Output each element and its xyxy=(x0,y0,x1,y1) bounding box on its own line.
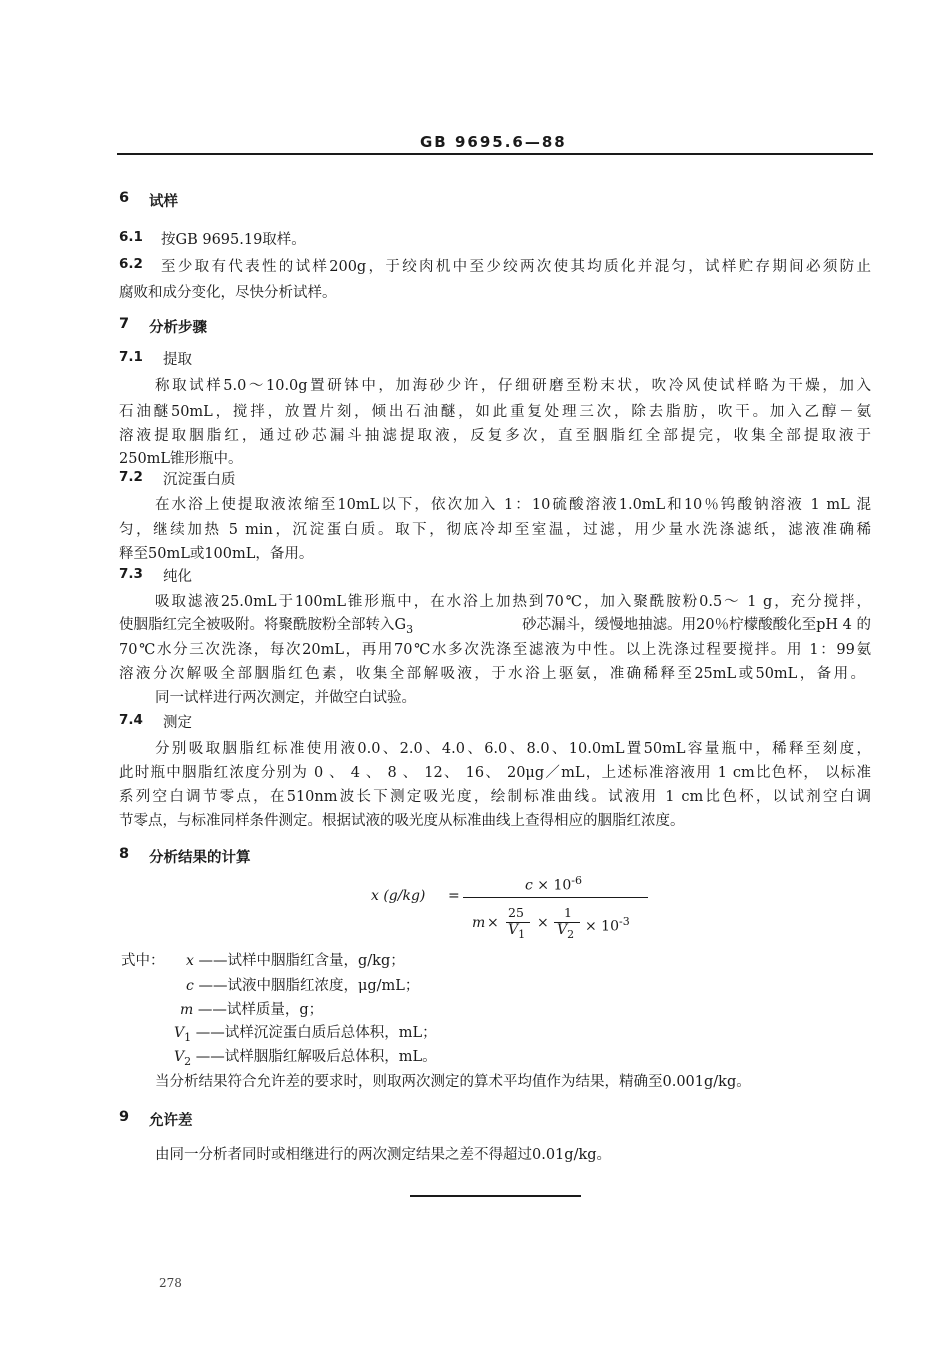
g3-subscript: 3 xyxy=(406,622,414,636)
formula-f2-den-sub: 2 xyxy=(567,927,575,941)
clause-6-2-line-2: 腐败和成分变化，尽快分析试样。 xyxy=(119,285,337,301)
formula-f1-den-sub: 1 xyxy=(518,927,526,941)
section-9-number: 9 xyxy=(119,1109,130,1125)
var-m-symbol: m xyxy=(180,1002,194,1018)
var-v2-sub: 2 xyxy=(184,1054,192,1068)
clause-7-1-line-3: 溶液提取胭脂红，通过砂芯漏斗抽滤提取液，反复多次，直至胭脂红全部提完，收集全部提取液于 xyxy=(119,428,871,444)
formula-main-fraction-bar xyxy=(463,897,648,898)
formula-den-times-3-text: × 10 xyxy=(585,918,619,935)
var-c-symbol: c xyxy=(186,978,194,994)
formula-f1-num: 25 xyxy=(508,905,524,920)
var-v1 xyxy=(174,1021,437,1044)
standard-code: GB 9695.6—88 xyxy=(420,133,567,151)
formula-den-times-1: × xyxy=(487,915,499,931)
clause-7-1-line-1: 称取试样5.0～10.0g置研钵中，加海砂少许，仔细研磨至粉末状，吹冷风使试样略为干燥，加入 xyxy=(155,378,871,394)
clause-6-1-number: 6.1 xyxy=(119,229,143,245)
var-v1-symbol: V xyxy=(174,1025,185,1041)
clause-7-2-title: 沉淀蛋白质 xyxy=(163,472,236,488)
section-8-number: 8 xyxy=(119,846,130,862)
var-c xyxy=(186,974,419,995)
clause-7-3-title: 纯化 xyxy=(163,569,192,585)
clause-6-2-line-1: 至少取有代表性的试样200g，于绞肉机中至少绞两次使其均质化并混匀，试样贮存期间必须防止 xyxy=(161,259,871,275)
var-v2 xyxy=(174,1045,437,1068)
formula-den-times-2: × xyxy=(537,915,549,931)
var-v2-symbol: V xyxy=(174,1049,185,1065)
clause-7-4-line-1: 分别吸取胭脂红标准使用液0.0、2.0、4.0、6.0、8.0、10.0mL置50mL容量瓶中，稀释至刻度， xyxy=(155,741,871,757)
formula-lhs xyxy=(371,888,425,904)
header-rule xyxy=(117,153,873,155)
clause-7-3-number: 7.3 xyxy=(119,566,143,582)
var-v1-desc: ——试样沉淀蛋白质后总体积，mL； xyxy=(195,1025,437,1041)
clause-7-3-line-4: 溶液分次解吸全部胭脂红色素，收集全部解吸液，于水浴上驱氨，准确稀释至25mL或50mL，备用。 xyxy=(119,666,865,682)
clause-7-2-line-1: 在水浴上使提取液浓缩至10mL以下，依次加入 1：10硫酸溶液1.0mL和10％钨酸钠溶液 1 mL 混 xyxy=(155,497,871,513)
where-label: 式中： xyxy=(121,953,165,969)
section-8-title: 分析结果的计算 xyxy=(149,850,251,866)
clause-7-3-line-5: 同一试样进行两次测定，并做空白试验。 xyxy=(155,690,416,706)
section-7-number: 7 xyxy=(119,316,130,332)
clause-7-3-line-2a: 使胭脂红完全被吸附。将聚酰胺粉全部转入G xyxy=(119,617,407,633)
section-7-title: 分析步骤 xyxy=(149,320,207,336)
var-v1-sub: 1 xyxy=(184,1030,192,1044)
formula-f2-den xyxy=(557,922,574,941)
clause-7-1-line-4: 250mL锥形瓶中。 xyxy=(119,451,243,467)
clause-7-4-number: 7.4 xyxy=(119,712,143,728)
formula-num-c: c xyxy=(525,877,533,894)
var-c-desc: ——试液中胭脂红浓度，μg/mL； xyxy=(198,978,420,994)
clause-9-text: 由同一分析者同时或相继进行的两次测定结果之差不得超过0.01g/kg。 xyxy=(155,1147,612,1163)
formula-f2-den-v: V xyxy=(557,922,568,938)
clause-6-2-number: 6.2 xyxy=(119,256,143,272)
formula-numerator xyxy=(525,874,582,894)
formula-den-m-text: m xyxy=(472,915,486,931)
end-rule xyxy=(410,1195,581,1197)
formula-num-times: × 10 xyxy=(537,877,572,894)
clause-7-1-line-2: 石油醚50mL，搅拌，放置片刻，倾出石油醚，如此重复处理三次，除去脂肪，吹干。加入乙醇－氨 xyxy=(119,404,871,420)
clause-7-3-line-3: 70℃水分三次洗涤，每次20mL，再用70℃水多次洗涤至滤液为中性。以上洗涤过程要搅拌。用 1：99氨 xyxy=(119,642,872,658)
formula-f1-den xyxy=(508,922,525,941)
var-x-desc: ——试样中胭脂红含量，g/kg； xyxy=(198,953,405,969)
var-m xyxy=(180,998,323,1019)
clause-7-3-line-2 xyxy=(119,613,871,636)
formula-lhs-text: x (g/kg) xyxy=(371,888,426,904)
clause-7-1-number: 7.1 xyxy=(119,349,143,365)
section-6-title: 试样 xyxy=(149,194,178,210)
formula-den-exp: -3 xyxy=(619,915,630,928)
var-x-symbol: x xyxy=(186,953,194,969)
page-number: 278 xyxy=(159,1276,182,1290)
conclusion-text: 当分析结果符合允许差的要求时，则取两次测定的算术平均值作为结果，精确至0.001g/kg。 xyxy=(155,1074,751,1090)
var-x xyxy=(186,949,405,970)
var-v2-desc: ——试样胭脂红解吸后总体积，mL。 xyxy=(195,1049,437,1065)
clause-7-4-line-4: 节零点，与标准同样条件测定。根据试液的吸光度从标准曲线上查得相应的胭脂红浓度。 xyxy=(119,813,685,829)
var-m-desc: ——试样质量，g； xyxy=(197,1002,324,1018)
clause-7-3-line-2b: 砂芯漏斗，缓慢地抽滤。用20％柠檬酸酸化至pH 4 的 xyxy=(522,617,871,633)
clause-7-4-line-2: 此时瓶中胭脂红浓度分别为 0 、 4 、 8 、 12、 16、 20μg／mL，上述标准溶液用 1 cm比色杯， 以标准 xyxy=(119,765,871,781)
clause-7-2-line-3: 释至50mL或100mL，备用。 xyxy=(119,546,314,562)
clause-6-1-text: 按GB 9695.19取样。 xyxy=(161,232,306,248)
clause-7-2-number: 7.2 xyxy=(119,469,143,485)
formula-equals: = xyxy=(448,888,460,904)
formula-f2-num: 1 xyxy=(564,905,572,920)
formula-f1-den-v: V xyxy=(508,922,519,938)
formula-num-exp: -6 xyxy=(571,874,583,887)
clause-7-3-line-1: 吸取滤液25.0mL于100mL锥形瓶中，在水浴上加热到70℃，加入聚酰胺粉0.5～ 1 g，充分搅拌， xyxy=(155,594,871,610)
formula-den-times-3 xyxy=(585,915,630,935)
section-6-number: 6 xyxy=(119,190,130,206)
clause-7-4-title: 测定 xyxy=(163,715,192,731)
clause-7-4-line-3: 系列空白调节零点，在510nm波长下测定吸光度，绘制标准曲线。试液用 1 cm比色杯，以试剂空白调 xyxy=(119,789,871,805)
clause-7-1-title: 提取 xyxy=(163,352,192,368)
section-9-title: 允许差 xyxy=(149,1113,193,1129)
clause-7-2-line-2: 匀，继续加热 5 min，沉淀蛋白质。取下，彻底冷却至室温，过滤，用少量水洗涤滤纸，滤液准确稀 xyxy=(119,522,871,538)
formula-den-m xyxy=(472,915,485,931)
